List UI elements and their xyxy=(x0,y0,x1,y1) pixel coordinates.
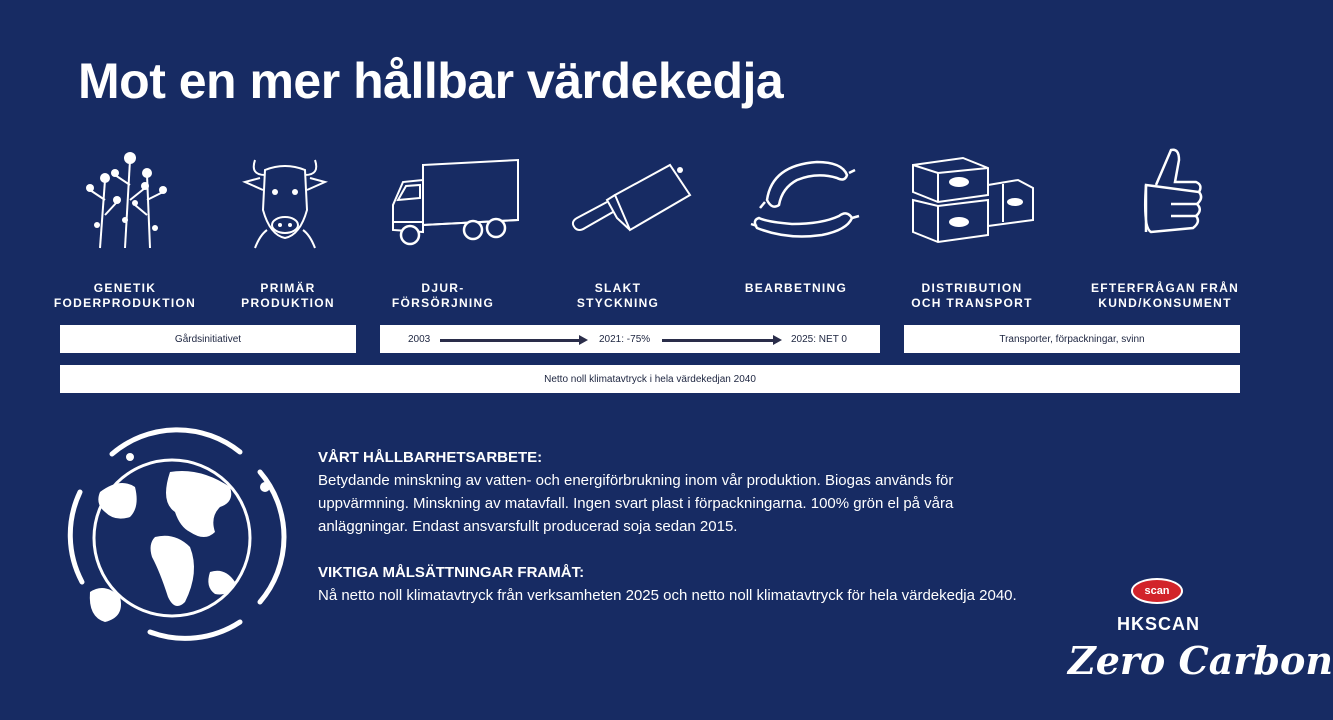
thumbs-up-icon xyxy=(1111,140,1221,250)
goals-body: Nå netto noll klimatavtryck från verksamheten 2025 och netto noll klimatavtryck för hela värdekedja 2040. xyxy=(318,587,1017,604)
step-distribution xyxy=(893,140,1053,250)
hkscan-logo: HKSCAN xyxy=(1117,614,1201,634)
step-primar xyxy=(205,140,365,250)
bar-transport: Transporter, förpackningar, svinn xyxy=(904,325,1240,353)
sausage-icon xyxy=(727,140,867,250)
timeline-end: 2025: NET 0 xyxy=(791,334,847,345)
zero-carbon-logo: Zero Carbon xyxy=(1068,638,1333,683)
boxes-icon xyxy=(893,140,1053,250)
scan-logo-text: scan xyxy=(1144,585,1170,597)
timeline-arrow-2 xyxy=(662,339,774,342)
globe-icon xyxy=(60,432,285,644)
cleaver-icon xyxy=(555,140,695,250)
goals-section xyxy=(318,561,1038,607)
step-label-djur: DJUR- FÖRSÖRJNING xyxy=(391,281,495,310)
step-efterfragan xyxy=(1086,140,1246,250)
step-bearbetning xyxy=(717,140,877,250)
bar-gardsinitiativet: Gårdsinitiativet xyxy=(60,325,356,353)
truck-icon xyxy=(378,140,528,250)
timeline-start: 2003 xyxy=(408,334,431,345)
step-genetik xyxy=(45,140,205,250)
sustainability-heading: VÅRT HÅLLBARHETSARBETE: xyxy=(318,449,543,466)
sustainability-body: Betydande minskning av vatten- och energiförbrukning inom vår produktion. Biogas används för uppvärmning. Minskning av matavfall. Ingen svart plast i förpackningarna. 100% grön el på våra anläggningar. Endast ansvarsfullt producerad soja sedan 2015. xyxy=(318,472,954,535)
sustainability-section xyxy=(318,446,1038,538)
scan-logo xyxy=(1131,578,1183,604)
page-title: Mot en mer hållbar värdekedja xyxy=(78,53,784,109)
step-label-distribution: DISTRIBUTION OCH TRANSPORT xyxy=(911,281,1033,310)
step-label-genetik: GENETIK FODERPRODUKTION xyxy=(53,281,197,310)
step-label-slakt: SLAKT STYCKNING xyxy=(576,281,660,310)
step-label-efterfragan: EFTERFRÅGAN FRÅN KUND/KONSUMENT xyxy=(1090,281,1240,310)
cow-icon xyxy=(235,140,335,250)
step-slakt xyxy=(545,140,705,250)
step-label-bearbetning: BEARBETNING xyxy=(744,281,848,295)
bar-timeline xyxy=(380,325,880,353)
bar-full-chain: Netto noll klimatavtryck i hela värdekedjan 2040 xyxy=(60,365,1240,393)
step-djur xyxy=(373,140,533,250)
timeline-arrow-1 xyxy=(440,339,580,342)
goals-heading: VIKTIGA MÅLSÄTTNINGAR FRAMÅT: xyxy=(318,564,585,581)
plant-icon xyxy=(75,140,175,250)
timeline-mid: 2021: -75% xyxy=(599,334,651,345)
step-label-primar: PRIMÄR PRODUKTION xyxy=(241,281,335,310)
